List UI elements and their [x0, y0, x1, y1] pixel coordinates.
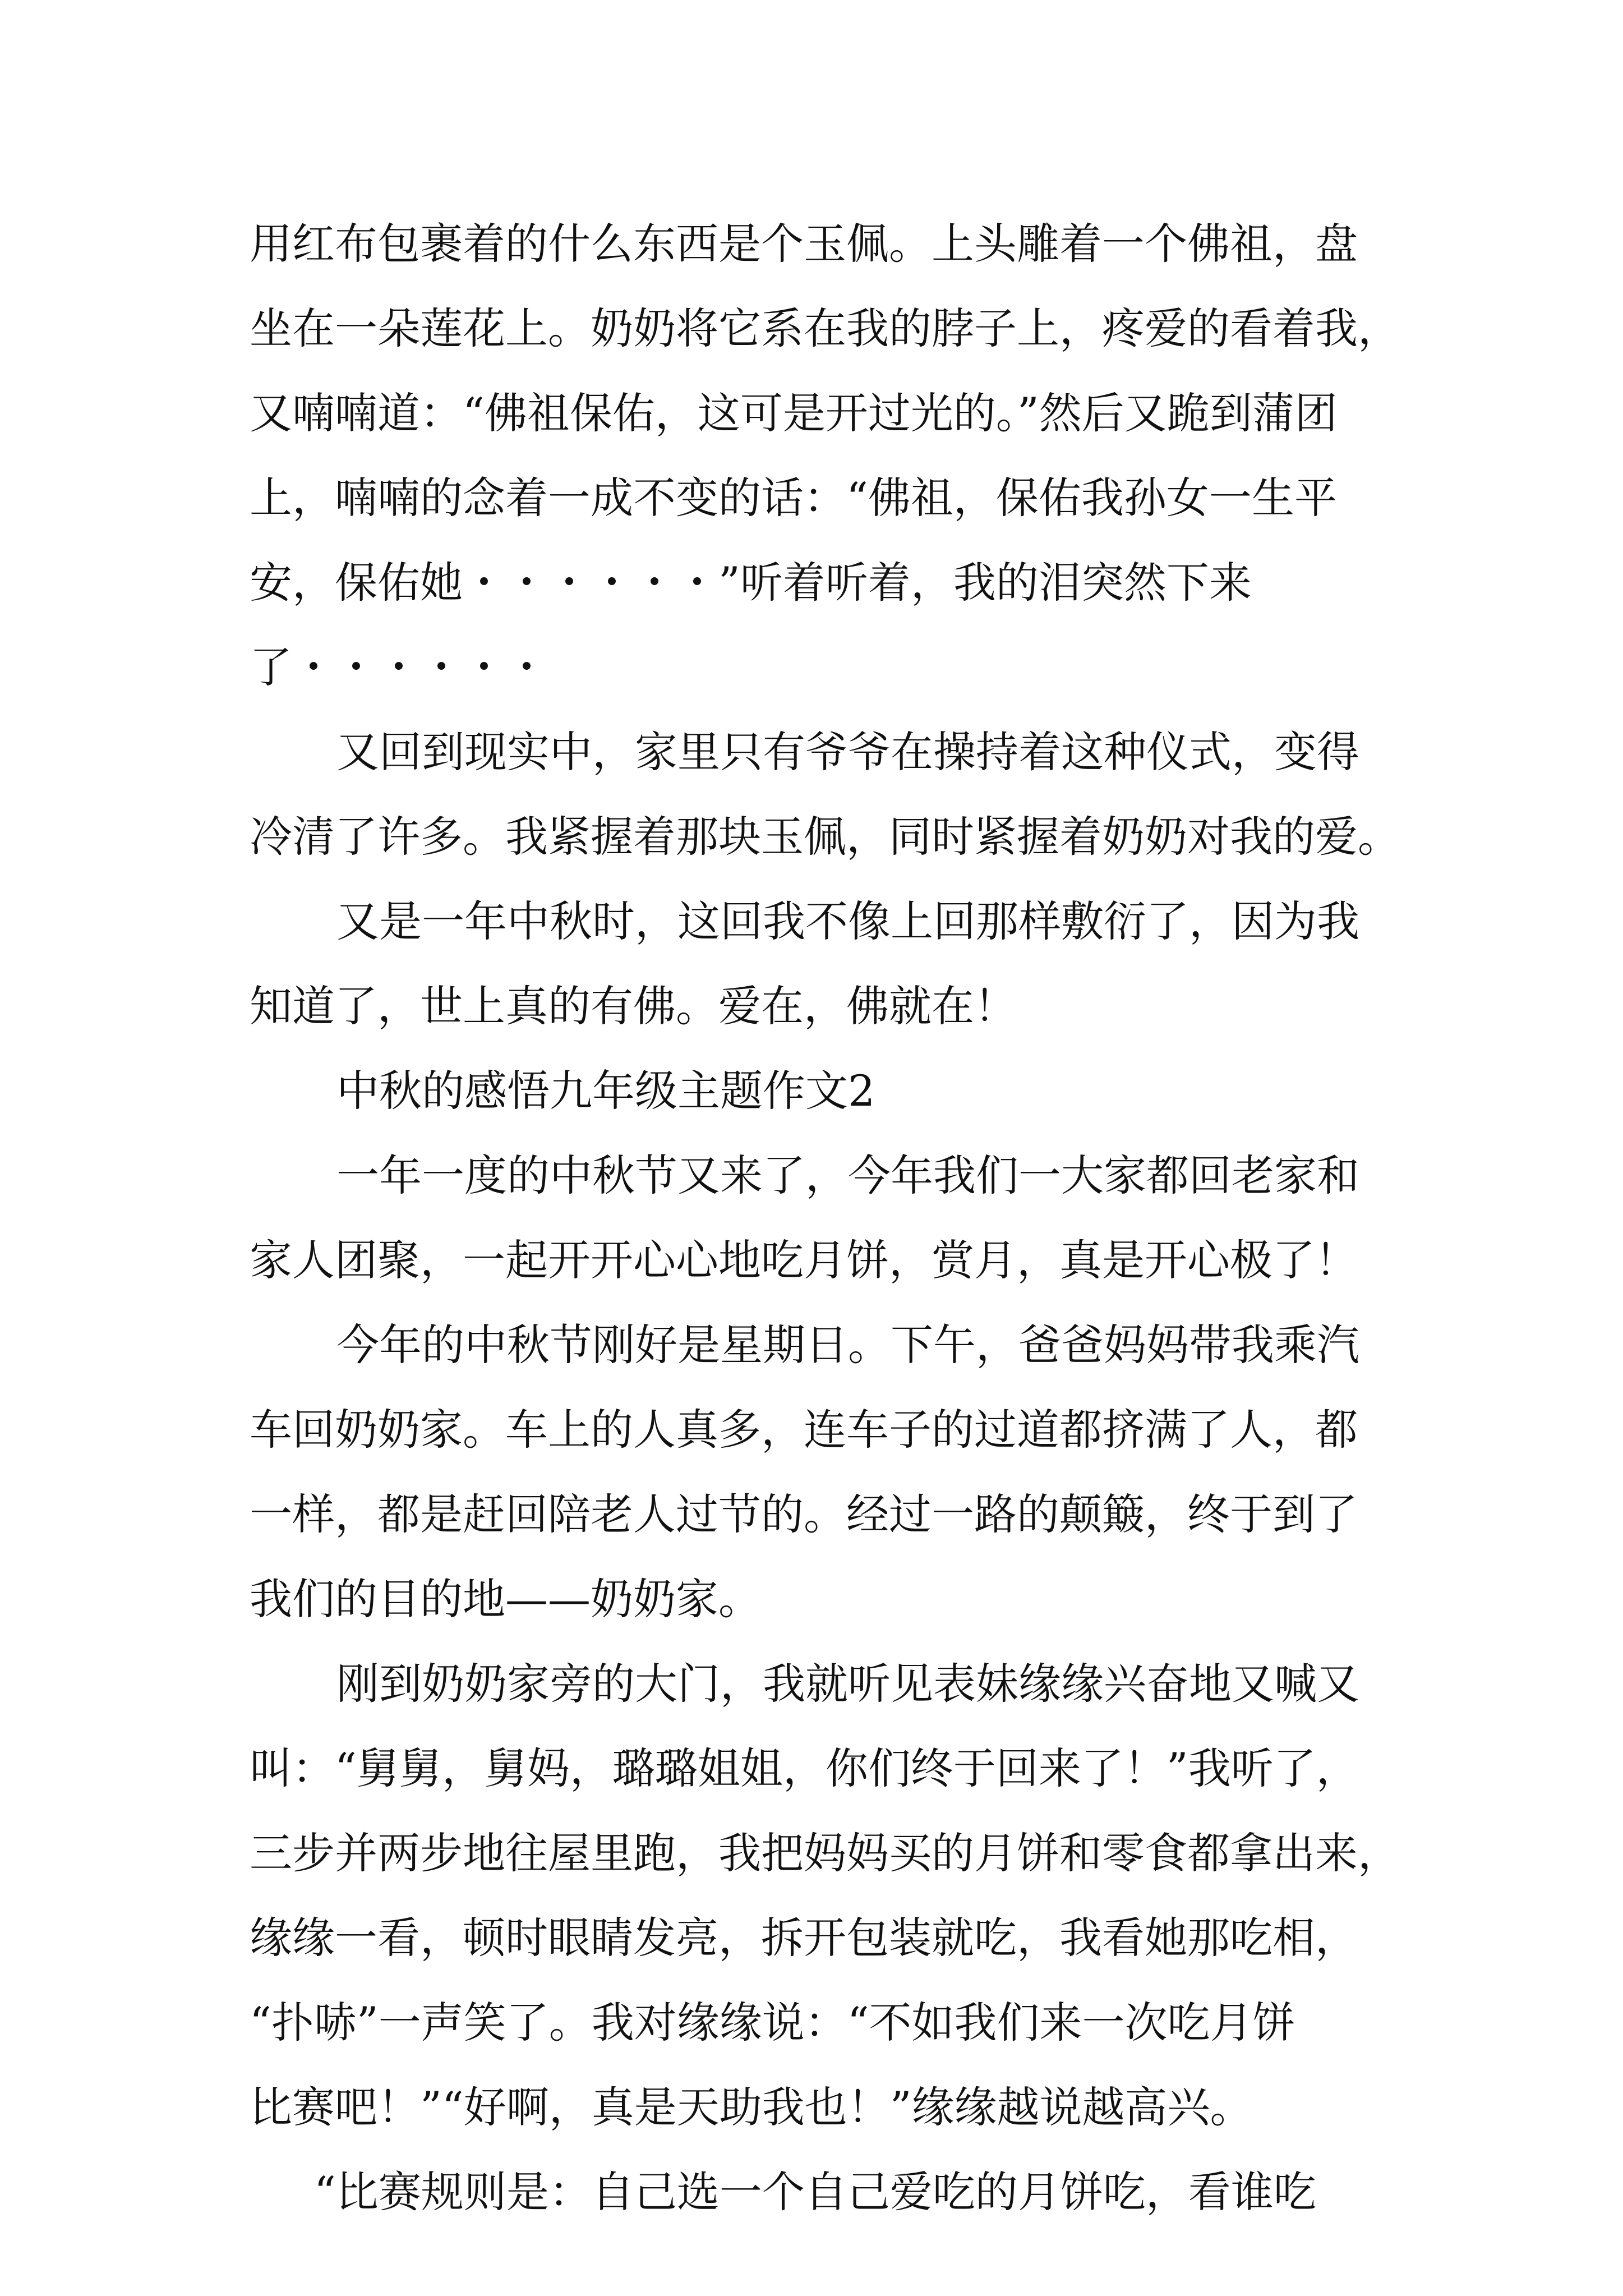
text-line: 上，喃喃的念着一成不变的话：“佛祖，保佑我孙女一生平 — [250, 473, 1337, 523]
text-line: 缘缘一看，顿时眼睛发亮，拆开包装就吃，我看她那吃相， — [250, 1913, 1358, 1963]
text-line: 车回奶奶家。车上的人真多，连车子的过道都挤满了人，都 — [250, 1405, 1358, 1455]
text-line: 了・・・・・・ — [250, 642, 548, 692]
text-line: 一年一度的中秋节又来了，今年我们一大家都回老家和 — [336, 1151, 1359, 1200]
text-line: 坐在一朵莲花上。奶奶将它系在我的脖子上，疼爱的看着我， — [250, 303, 1400, 353]
text-line: 一样，都是赶回陪老人过节的。经过一路的颠簸，终于到了 — [250, 1489, 1358, 1539]
section-heading: 中秋的感悟九年级主题作文2 — [336, 1066, 875, 1116]
text-line: 家人团聚，一起开开心心地吃月饼，赏月，真是开心极了！ — [250, 1235, 1358, 1285]
text-line: 我们的目的地——奶奶家。 — [250, 1574, 761, 1624]
text-line: 又是一年中秋时，这回我不像上回那样敷衍了，因为我 — [336, 896, 1359, 946]
text-line: 比赛吧！”“好啊，真是天助我也！”缘缘越说越高兴。 — [250, 2082, 1253, 2132]
text-line: 安，保佑她・・・・・・”听着听着，我的泪突然下来 — [250, 558, 1252, 608]
text-line: 又回到现实中，家里只有爷爷在操持着这种仪式，变得 — [336, 727, 1359, 777]
text-line: 叫：“舅舅，舅妈，璐璐姐姐，你们终于回来了！”我听了， — [250, 1743, 1359, 1793]
text-line: 用红布包裹着的什么东西是个玉佩。上头雕着一个佛祖，盘 — [250, 219, 1358, 269]
text-line: 又喃喃道：“佛祖保佑，这可是开过光的。”然后又跪到蒲团 — [250, 388, 1338, 438]
text-line: “扑哧”一声笑了。我对缘缘说：“不如我们来一次吃月饼 — [250, 1998, 1295, 2047]
text-line: 知道了，世上真的有佛。爱在，佛就在！ — [250, 981, 1017, 1031]
text-line: 今年的中秋节刚好是星期日。下午，爸爸妈妈带我乘汽 — [336, 1320, 1359, 1370]
text-line: 冷清了许多。我紧握着那块玉佩，同时紧握着奶奶对我的爱。 — [250, 812, 1400, 862]
text-line: “比赛规则是：自己选一个自己爱吃的月饼吃，看谁吃 — [314, 2167, 1316, 2217]
text-line: 刚到奶奶家旁的大门，我就听见表妹缘缘兴奋地又喊又 — [336, 1659, 1359, 1709]
text-line: 三步并两步地往屋里跑，我把妈妈买的月饼和零食都拿出来， — [250, 1828, 1400, 1878]
